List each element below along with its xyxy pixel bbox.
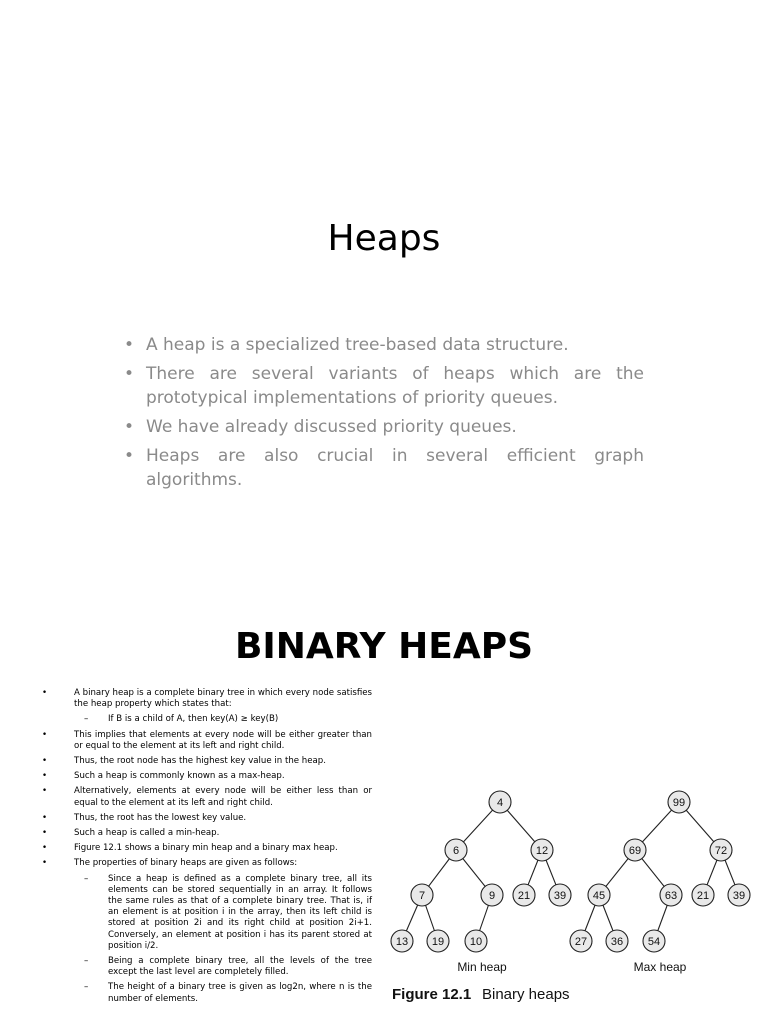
bullet-item: • There are several variants of heaps which are the prototypical implementations of priority queues. bbox=[124, 362, 644, 410]
svg-text:7: 7 bbox=[418, 890, 426, 902]
heaps-bullet-list bbox=[124, 333, 644, 497]
sub-bullet-item: – If B is a child of A, then key(A) ≥ key(B) bbox=[36, 714, 372, 725]
bullet-item: • Alternatively, elements at every node will be either less than or equal to the element at its left and right child. bbox=[36, 786, 372, 808]
max-heap-node bbox=[692, 884, 714, 906]
max-heap-node bbox=[606, 930, 628, 952]
min-heap-label: Min heap bbox=[457, 960, 507, 974]
svg-text:45: 45 bbox=[592, 890, 606, 902]
max-heap-node bbox=[588, 884, 610, 906]
svg-text:27: 27 bbox=[574, 936, 588, 948]
max-heap-node bbox=[570, 930, 592, 952]
bullet-item: • Heaps are also crucial in several efficient graph algorithms. bbox=[124, 444, 644, 492]
sub-bullet-item: – Since a heap is defined as a complete binary tree, all its elements can be stored sequentially in an array. It follows the same rules as that of a complete binary tree. That is, if an element is at position i in the array, then its left child is stored at position 2i and its right child at position 2i+1. Conversely, an element at position i has its parent stored at position i/2. bbox=[36, 874, 372, 952]
svg-text:9: 9 bbox=[488, 890, 496, 902]
svg-text:19: 19 bbox=[431, 936, 445, 948]
bullet-item: • Figure 12.1 shows a binary min heap and a binary max heap. bbox=[36, 843, 372, 854]
slide-title-heaps: Heaps bbox=[327, 218, 441, 259]
min-heap-node bbox=[411, 884, 433, 906]
bullet-item: • This implies that elements at every node will be either greater than or equal to the element at its left and right child. bbox=[36, 730, 372, 752]
bullet-item: • A heap is a specialized tree-based data structure. bbox=[124, 333, 644, 357]
svg-text:36: 36 bbox=[610, 936, 624, 948]
min-heap-node bbox=[549, 884, 571, 906]
svg-text:39: 39 bbox=[732, 890, 746, 902]
min-heap-node bbox=[391, 930, 413, 952]
max-heap-label: Max heap bbox=[633, 960, 687, 974]
svg-text:4: 4 bbox=[496, 797, 504, 809]
binary-heaps-text-list bbox=[36, 688, 372, 1009]
slide-title-binary-heaps: BINARY HEAPS bbox=[234, 626, 534, 667]
bullet-item: • Thus, the root node has the highest key value in the heap. bbox=[36, 756, 372, 767]
min-heap-node bbox=[465, 930, 487, 952]
min-heap-node bbox=[513, 884, 535, 906]
min-heap-node bbox=[445, 839, 467, 861]
bullet-item: • The properties of binary heaps are given as follows: bbox=[36, 858, 372, 869]
svg-text:6: 6 bbox=[452, 845, 460, 857]
svg-text:69: 69 bbox=[628, 845, 642, 857]
svg-text:63: 63 bbox=[664, 890, 678, 902]
bullet-item: • Such a heap is commonly known as a max-heap. bbox=[36, 771, 372, 782]
max-heap-node bbox=[643, 930, 665, 952]
max-heap-node bbox=[660, 884, 682, 906]
min-heap-node bbox=[427, 930, 449, 952]
max-heap-node bbox=[624, 839, 646, 861]
bullet-item: • We have already discussed priority queues. bbox=[124, 415, 644, 439]
max-heap-node bbox=[728, 884, 750, 906]
bullet-item: • Such a heap is called a min-heap. bbox=[36, 828, 372, 839]
max-heap-node bbox=[710, 839, 732, 861]
svg-text:54: 54 bbox=[647, 936, 661, 948]
svg-text:12: 12 bbox=[535, 845, 549, 857]
heaps-diagram bbox=[388, 785, 760, 1005]
min-heap-node bbox=[489, 791, 511, 813]
min-heap-node bbox=[481, 884, 503, 906]
svg-text:21: 21 bbox=[696, 890, 710, 902]
svg-text:99: 99 bbox=[672, 797, 686, 809]
sub-bullet-item: – Being a complete binary tree, all the levels of the tree except the last level are completely filled. bbox=[36, 956, 372, 978]
svg-text:13: 13 bbox=[395, 936, 409, 948]
svg-text:72: 72 bbox=[714, 845, 728, 857]
bullet-item: • Thus, the root has the lowest key value. bbox=[36, 813, 372, 824]
svg-text:21: 21 bbox=[517, 890, 531, 902]
figure-caption-text: Binary heaps bbox=[482, 986, 570, 1003]
min-heap-node bbox=[531, 839, 553, 861]
binary-heaps-figure bbox=[388, 785, 760, 1005]
svg-text:10: 10 bbox=[469, 936, 483, 948]
bullet-item: • A binary heap is a complete binary tree in which every node satisfies the heap property which states that: bbox=[36, 688, 372, 710]
max-heap-node bbox=[668, 791, 690, 813]
figure-caption-label: Figure 12.1 bbox=[392, 986, 472, 1003]
sub-bullet-item: – The height of a binary tree is given as log2n, where n is the number of elements. bbox=[36, 982, 372, 1004]
svg-text:39: 39 bbox=[553, 890, 567, 902]
